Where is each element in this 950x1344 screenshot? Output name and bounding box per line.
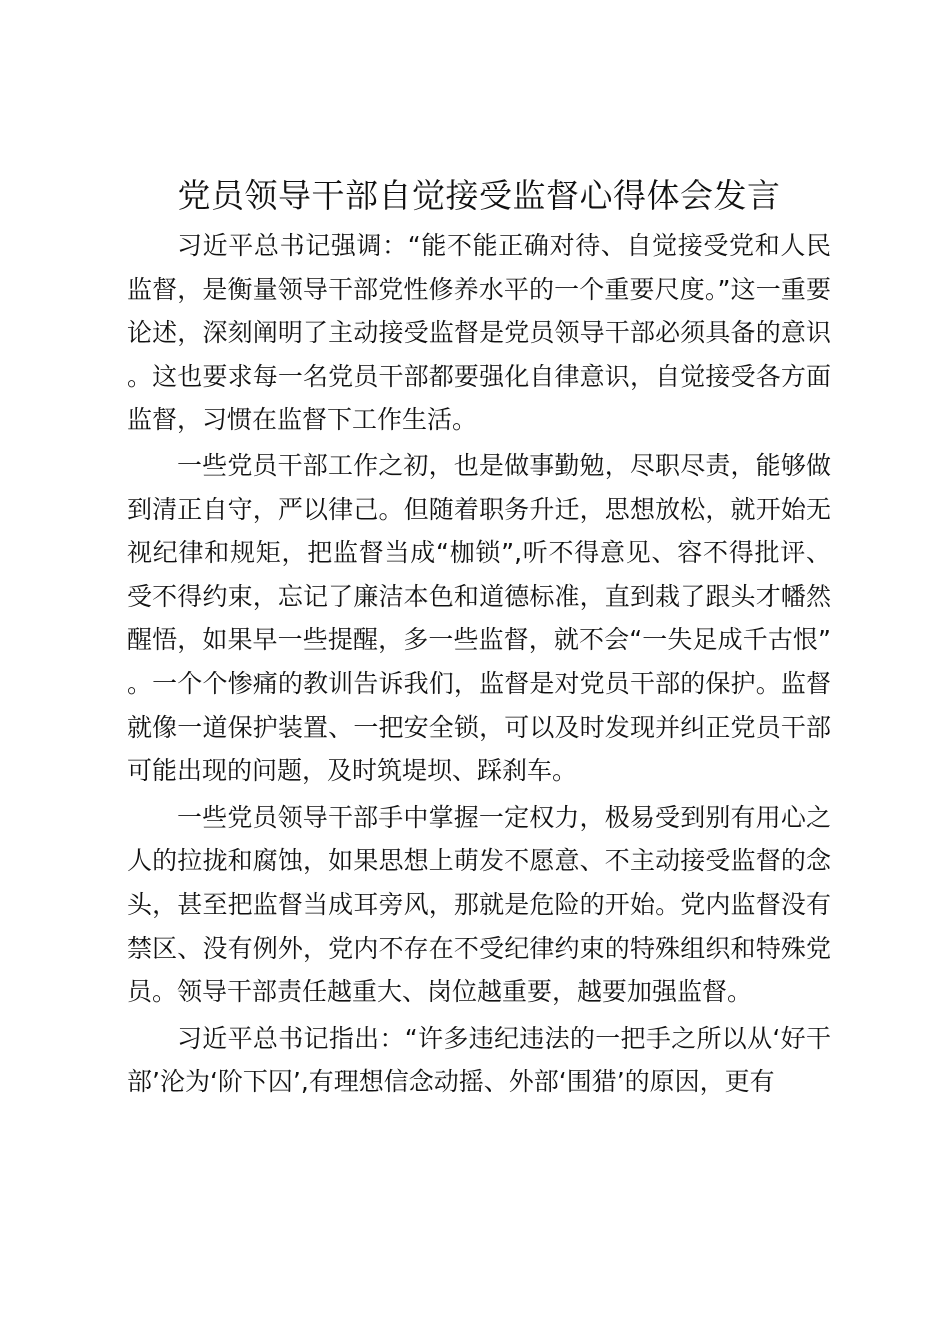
paragraph-2: 一些党员干部工作之初，也是做事勤勉，尽职尽责，能够做到清正自守，严以律己。但随着职务升迁，思想放松，就开始无视纪律和规矩，把监督当成“枷锁”,听不得意见、容不得批评、受不得约束，忘记了廉洁本色和道德标准，直到栽了跟头才幡然醒悟，如果早一些提醒，多一些监督，就不会“一失足成千古恨”。一个个惨痛的教训告诉我们，监督是对党员干部的保护。监督就像一道保护装置、一把安全锁，可以及时发现并纠正党员干部可能出现的问题，及时筑堤坝、踩刹车。 bbox=[127, 450, 831, 786]
document-body bbox=[127, 224, 831, 1104]
document-title: 党员领导干部自觉接受监督心得体会发言 bbox=[177, 176, 781, 215]
paragraph-4: 习近平总书记指出：“许多违纪违法的一把手之所以从‘好干部’沦为‘阶下囚’,有理想信念动摇、外部‘围猎’的原因，更有 bbox=[127, 1023, 831, 1097]
paragraph-3: 一些党员领导干部手中掌握一定权力，极易受到别有用心之人的拉拢和腐蚀，如果思想上萌发不愿意、不主动接受监督的念头，甚至把监督当成耳旁风，那就是危险的开始。党内监督没有禁区、没有例外，党内不存在不受纪律约束的特殊组织和特殊党员。领导干部责任越重大、岗位越重要，越要加强监督。 bbox=[127, 802, 831, 1007]
paragraph-1: 习近平总书记强调：“能不能正确对待、自觉接受党和人民监督，是衡量领导干部党性修养水平的一个重要尺度。”这一重要论述，深刻阐明了主动接受监督是党员领导干部必须具备的意识。这也要求每一名党员干部都要强化自律意识，自觉接受各方面监督，习惯在监督下工作生活。 bbox=[127, 231, 831, 435]
